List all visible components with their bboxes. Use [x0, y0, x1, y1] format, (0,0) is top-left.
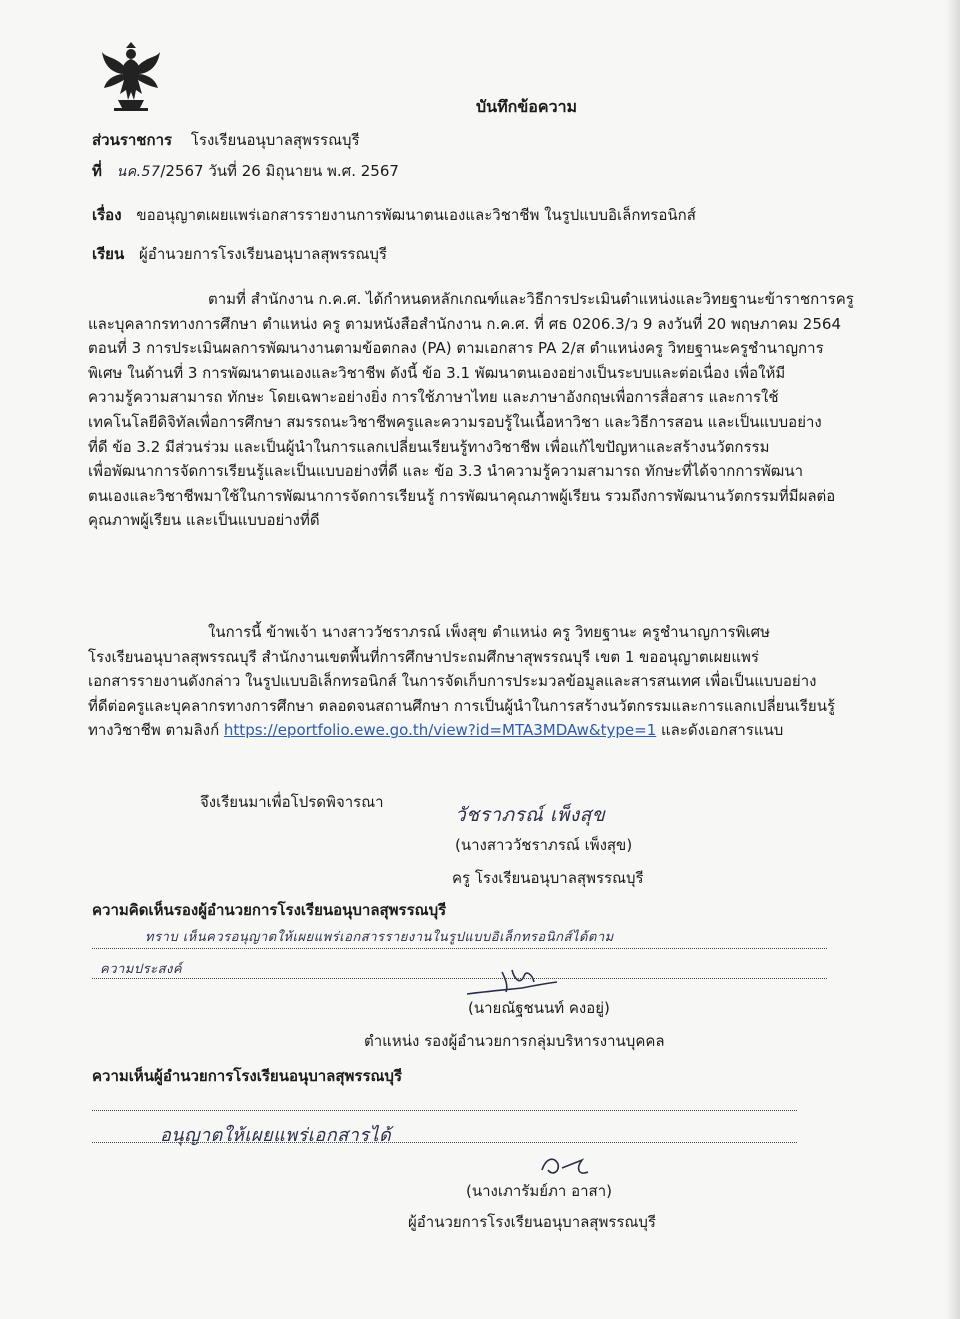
deputy-position: ตำแหน่ง รองผู้อำนวยการกลุ่มบริหารงานบุคคล [364, 1032, 665, 1050]
director-signature [536, 1150, 606, 1182]
office-row [92, 130, 360, 150]
paragraph-line: โรงเรียนอนุบาลสุพรรณบุรี สำนักงานเขตพื้นที่การศึกษาประถมศึกษาสุพรรณบุรี เขต 1 ขออนุญาตเผยแพร่ [88, 647, 759, 666]
director-comment-handwritten: อนุญาตให้เผยแพร่เอกสารได้ [160, 1125, 392, 1146]
paragraph-line: ตอนที่ 3 การประเมินผลการพัฒนางานตามข้อตกลง (PA) ตามเอกสาร PA 2/ส ตำแหน่งครู วิทยฐานะครูชำนาญการ [88, 339, 824, 358]
paragraph-line: เทคโนโลยีดิจิทัลเพื่อการศึกษา สมรรถนะวิชาชีพครูและความรอบรู้ในเนื้อหาวิชา และวิธีการสอน และเป็นแบบอย่าง [88, 412, 822, 431]
deputy-name: (นายณัฐชนนท์ คงอยู่) [468, 999, 610, 1017]
paragraph-line: ที่ดี ข้อ 3.2 มีส่วนร่วม และเป็นผู้นำในการแลกเปลี่ยนเรียนรู้ทางวิชาชีพ เพื่อแก้ไขปัญหาและสร้างนวัตกรรม [88, 437, 770, 456]
doc-number-row [92, 161, 399, 182]
closing-text: จึงเรียนมาเพื่อโปรดพิจารณา [200, 793, 384, 811]
scan-edge-shadow [946, 0, 960, 1319]
recipient-row [92, 244, 387, 264]
teacher-signature: วัชราภรณ์ เพ็งสุข [455, 804, 606, 826]
doc-number-date: /2567 วันที่ 26 มิถุนายน พ.ศ. 2567 [160, 162, 399, 180]
paragraph-line: เพื่อพัฒนาการจัดการเรียนรู้และเป็นแบบอย่างที่ดี และ ข้อ 3.3 นำความรู้ความสามารถ ทักษะที่ได้จากการพัฒนา [88, 462, 804, 481]
director-comment-dotline-1 [92, 1110, 797, 1111]
director-name: (นางเภารัมย์ภา อาสา) [466, 1182, 612, 1200]
subject-label: เรื่อง [92, 206, 122, 224]
paragraph-line: ตนเองและวิชาชีพมาใช้ในการพัฒนาการจัดการเรียนรู้ การพัฒนาคุณภาพผู้เรียน รวมถึงการพัฒนานวัตกรรมที่มีผลต่อ [88, 486, 836, 505]
deputy-heading: ความคิดเห็นรองผู้อำนวยการโรงเรียนอนุบาลสุพรรณบุรี [92, 901, 447, 919]
teacher-position: ครู โรงเรียนอนุบาลสุพรรณบุรี [452, 869, 644, 887]
paragraph-line: ที่ดีต่อครูและบุคลากรทางการศึกษา ตลอดจนสถานศึกษา การเป็นผู้นำในการสร้างนวัตกรรมและการแลกเปลี่ยนเรียนรู้ [88, 696, 836, 715]
paragraph-line: คุณภาพผู้เรียน และเป็นแบบอย่างที่ดี [88, 511, 320, 530]
office-value: โรงเรียนอนุบาลสุพรรณบุรี [190, 131, 360, 149]
subject-value: ขออนุญาตเผยแพร่เอกสารรายงานการพัฒนาตนเองและวิชาชีพ ในรูปแบบอิเล็กทรอนิกส์ [136, 206, 696, 224]
office-label: ส่วนราชการ [92, 131, 173, 149]
paragraph-line: ความรู้ความสามารถ ทักษะ โดยเฉพาะอย่างยิ่ง การใช้ภาษาไทย และภาษาอังกฤษเพื่อการสื่อสาร และการใช้ [88, 388, 779, 407]
paragraph-line: และบุคลากรทางการศึกษา ตำแหน่ง ครู ตามหนังสือสำนักงาน ก.ค.ศ. ที่ ศธ 0206.3/ว 9 ลงวันที่ 20 พฤษภาคม 2564 [88, 314, 841, 333]
deputy-comment-handwritten-1: ทราบ เห็นควรอนุญาตให้เผยแพร่เอกสารรายงานในรูปแบบอิเล็กทรอนิกส์ได้ตาม [145, 930, 614, 945]
recipient-label: เรียน [92, 245, 125, 263]
director-heading: ความเห็นผู้อำนวยการโรงเรียนอนุบาลสุพรรณบุรี [92, 1067, 402, 1085]
link-suffix: และดังเอกสารแนบ [656, 721, 784, 740]
director-position: ผู้อำนวยการโรงเรียนอนุบาลสุพรรณบุรี [408, 1213, 656, 1231]
link-prefix: ทางวิชาชีพ ตามลิงก์ [88, 721, 224, 740]
subject-row [92, 205, 696, 225]
garuda-emblem-icon [100, 42, 162, 112]
doc-number-label: ที่ [92, 162, 102, 180]
body-paragraph-2 [88, 620, 864, 743]
eportfolio-link[interactable]: https://eportfolio.ewe.go.th/view?id=MTA3MDAw&type=1 [223, 721, 657, 740]
body-paragraph-1 [88, 287, 864, 533]
deputy-comment-handwritten-2: ความประสงค์ [100, 962, 183, 977]
doc-number-handwritten: นค.57 [116, 164, 161, 180]
teacher-name: (นางสาววัชราภรณ์ เพ็งสุข) [455, 836, 633, 854]
recipient-value: ผู้อำนวยการโรงเรียนอนุบาลสุพรรณบุรี [139, 245, 387, 263]
paragraph-line: พิเศษ ในด้านที่ 3 การพัฒนาตนเองและวิชาชีพ ดังนี้ ข้อ 3.1 พัฒนาตนเองอย่างเป็นระบบและต่อเนื่อง เพื่อให้มี [88, 363, 786, 382]
deputy-comment-dotline-1 [92, 948, 827, 949]
paragraph-line-with-link [88, 718, 864, 743]
memo-title: บันทึกข้อความ [476, 97, 578, 116]
deputy-comment-dotline-2 [92, 978, 827, 979]
paragraph-line: เอกสารรายงานดังกล่าว ในรูปแบบอิเล็กทรอนิกส์ ในการจัดเก็บการประมวลข้อมูลและสารสนเทศ เพื่อเป็นแบบอย่าง [88, 672, 817, 691]
paragraph-line: ตามที่ สำนักงาน ก.ค.ศ. ได้กำหนดหลักเกณฑ์และวิธีการประเมินตำแหน่งและวิทยฐานะข้าราชการครู [208, 290, 854, 308]
director-comment-dotline-2 [92, 1142, 797, 1143]
paragraph-line: ในการนี้ ข้าพเจ้า นางสาววัชราภรณ์ เพ็งสุข ตำแหน่ง ครู วิทยฐานะ ครูชำนาญการพิเศษ [208, 623, 771, 641]
